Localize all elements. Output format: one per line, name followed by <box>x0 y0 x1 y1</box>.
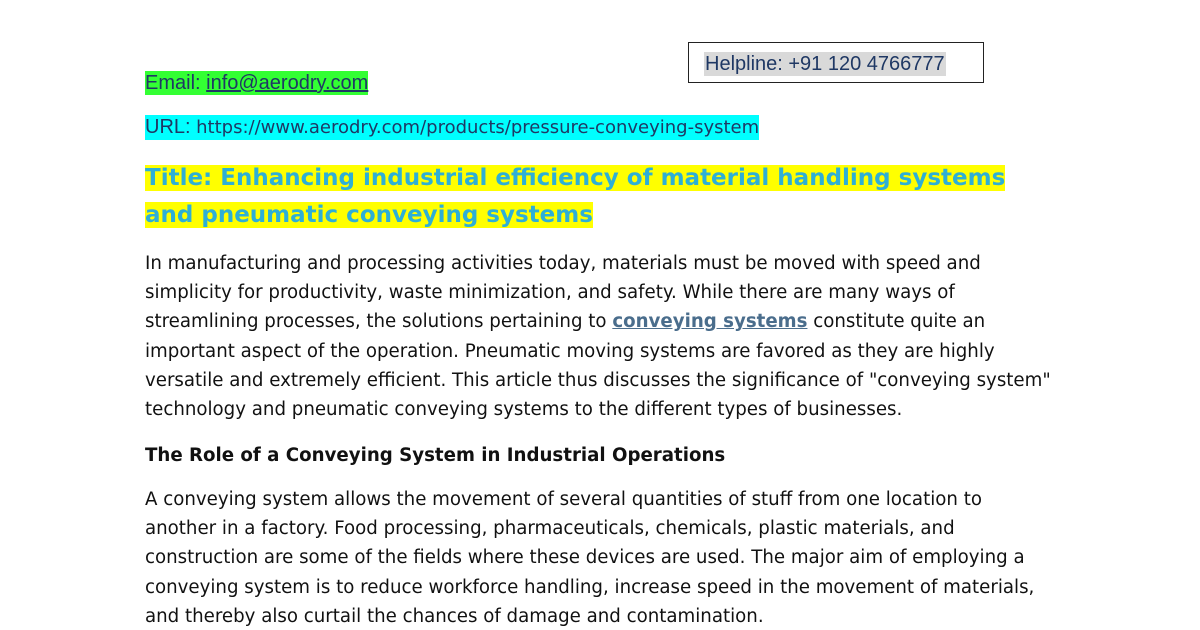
url-link[interactable]: https://www.aerodry.com/products/pressure-conveying-system <box>196 117 760 138</box>
conveying-systems-link[interactable]: conveying systems <box>612 311 808 333</box>
intro-text-after: constitute quite an important aspect of the operation. Pneumatic moving systems are favored as they are highly versatile and extremely efficient. This article thus discusses the significance of "conveying system" technology and pneumatic conveying systems to the different types of businesses. <box>145 311 1051 421</box>
url-line <box>145 115 759 140</box>
email-label: Email: <box>145 72 207 94</box>
section-heading: The Role of a Conveying System in Industrial Operations <box>145 445 726 466</box>
intro-text-before: In manufacturing and processing activities today, materials must be moved with speed and simplicity for productivity, waste minimization, and safety. While there are many ways of streamlining processes, the solutions pertaining to <box>145 253 981 333</box>
document-title <box>145 160 1045 234</box>
intro-paragraph <box>145 249 1057 424</box>
email-link[interactable]: info@aerodry.com <box>206 72 369 94</box>
url-label: URL: <box>145 116 197 138</box>
email-line <box>145 71 368 95</box>
helpline-box <box>688 42 984 83</box>
title-text: Title: Enhancing industrial efficiency of material handling systems and pneumatic conveying systems <box>145 165 1006 228</box>
section-paragraph: A conveying system allows the movement of several quantities of stuff from one location to another in a factory. Food processing, pharmaceuticals, chemicals, plastic materials, and construction are some of the fields where these devices are used. The major aim of employing a conveying system is to reduce workforce handling, increase speed in the movement of materials, and thereby also curtail the chances of damage and contamination. <box>145 489 1035 627</box>
helpline-text: Helpline: +91 120 4766777 <box>705 53 945 75</box>
